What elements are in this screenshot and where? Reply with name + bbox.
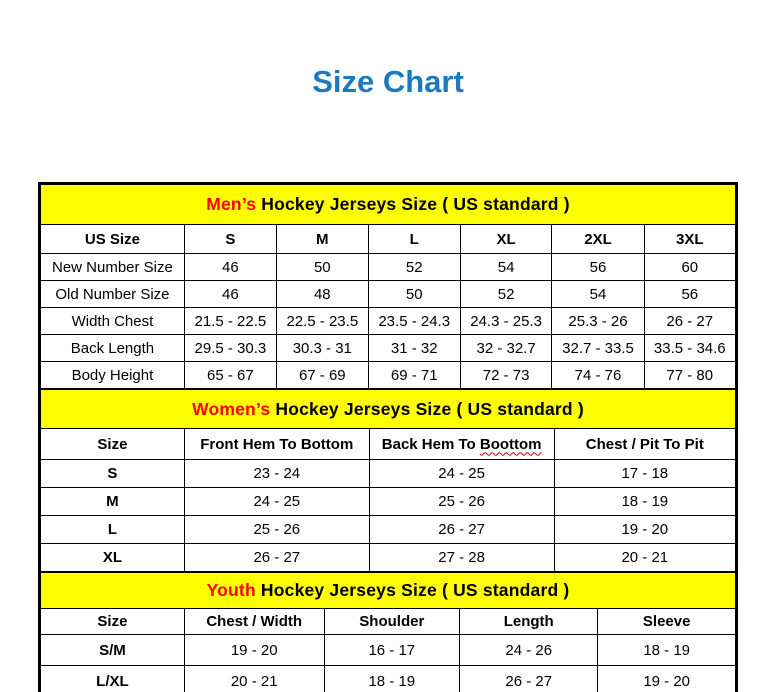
men-value-cell: 32.7 - 33.5 — [552, 335, 644, 362]
youth-banner-text: Hockey Jerseys Size ( US standard ) — [255, 580, 570, 600]
youth-header-row — [41, 609, 736, 635]
men-column-header-4: XL — [460, 225, 552, 254]
women-column-header-0: Size — [41, 429, 185, 460]
mens-size-table — [40, 184, 736, 389]
men-value-cell: 77 - 80 — [644, 362, 735, 389]
women-row-label: L — [41, 516, 185, 544]
women-value-cell: 20 - 21 — [554, 544, 735, 572]
women-value-cell: 26 - 27 — [184, 544, 369, 572]
women-banner-highlight: Women’s — [192, 398, 271, 419]
women-column-header-3: Chest / Pit To Pit — [554, 429, 735, 460]
men-value-cell: 54 — [460, 254, 552, 281]
men-table-row — [41, 362, 736, 389]
men-column-header-6: 3XL — [644, 225, 735, 254]
men-value-cell: 50 — [276, 254, 368, 281]
men-column-header-0: US Size — [41, 225, 185, 254]
page-title: Size Chart — [312, 64, 464, 99]
men-value-cell: 54 — [552, 281, 644, 308]
women-value-cell: 17 - 18 — [554, 460, 735, 488]
youth-column-header-4: Sleeve — [598, 609, 736, 635]
women-row-label: XL — [41, 544, 185, 572]
women-value-cell: 25 - 26 — [369, 488, 554, 516]
men-banner-text: Hockey Jerseys Size ( US standard ) — [256, 194, 570, 214]
women-table-row — [41, 544, 736, 572]
women-value-cell: 24 - 25 — [369, 460, 554, 488]
men-row-label: Back Length — [41, 335, 185, 362]
men-banner-highlight: Men’s — [206, 194, 257, 214]
men-value-cell: 22.5 - 23.5 — [276, 308, 368, 335]
men-value-cell: 60 — [644, 254, 735, 281]
men-value-cell: 31 - 32 — [368, 335, 460, 362]
youth-value-cell: 26 - 27 — [460, 666, 598, 692]
youth-value-cell: 24 - 26 — [460, 635, 598, 666]
youth-value-cell: 19 - 20 — [184, 635, 324, 666]
youth-size-table — [40, 572, 736, 692]
men-row-label: Old Number Size — [41, 281, 185, 308]
youth-value-cell: 18 - 19 — [598, 635, 736, 666]
women-value-cell: 19 - 20 — [554, 516, 735, 544]
youth-row-label: S/M — [41, 635, 185, 666]
men-value-cell: 46 — [184, 281, 276, 308]
men-value-cell: 48 — [276, 281, 368, 308]
women-value-cell: 26 - 27 — [369, 516, 554, 544]
women-value-cell: 18 - 19 — [554, 488, 735, 516]
men-value-cell: 23.5 - 24.3 — [368, 308, 460, 335]
men-section-banner — [41, 185, 736, 225]
men-value-cell: 26 - 27 — [644, 308, 735, 335]
youth-row-label: L/XL — [41, 666, 185, 692]
women-row-label: S — [41, 460, 185, 488]
men-column-header-1: S — [184, 225, 276, 254]
men-value-cell: 72 - 73 — [460, 362, 552, 389]
men-header-row — [41, 225, 736, 254]
men-table-row — [41, 281, 736, 308]
youth-table-row — [41, 635, 736, 666]
men-banner-row — [41, 185, 736, 225]
youth-column-header-2: Shoulder — [324, 609, 460, 635]
men-value-cell: 52 — [368, 254, 460, 281]
men-column-header-2: M — [276, 225, 368, 254]
women-value-cell: 27 - 28 — [369, 544, 554, 572]
youth-banner-row — [41, 573, 736, 609]
women-header-row — [41, 429, 736, 460]
men-value-cell: 30.3 - 31 — [276, 335, 368, 362]
women-banner-text: Hockey Jerseys Size ( US standard ) — [270, 398, 584, 419]
youth-value-cell: 16 - 17 — [324, 635, 460, 666]
men-row-label: Width Chest — [41, 308, 185, 335]
men-value-cell: 24.3 - 25.3 — [460, 308, 552, 335]
men-value-cell: 50 — [368, 281, 460, 308]
youth-banner-highlight: Youth — [206, 580, 256, 600]
women-value-cell: 23 - 24 — [184, 460, 369, 488]
men-value-cell: 21.5 - 22.5 — [184, 308, 276, 335]
men-table-row — [41, 308, 736, 335]
women-row-label: M — [41, 488, 185, 516]
youth-value-cell: 19 - 20 — [598, 666, 736, 692]
men-column-header-5: 2XL — [552, 225, 644, 254]
youth-column-header-3: Length — [460, 609, 598, 635]
men-value-cell: 29.5 - 30.3 — [184, 335, 276, 362]
women-column-header-2: Back Hem To Boottom — [369, 429, 554, 460]
men-value-cell: 32 - 32.7 — [460, 335, 552, 362]
men-table-row — [41, 254, 736, 281]
men-row-label: Body Height — [41, 362, 185, 389]
men-column-header-3: L — [368, 225, 460, 254]
women-table-row — [41, 488, 736, 516]
women-column-header-1: Front Hem To Bottom — [184, 429, 369, 460]
youth-column-header-0: Size — [41, 609, 185, 635]
womens-size-table — [40, 389, 736, 572]
men-table-row — [41, 335, 736, 362]
men-value-cell: 56 — [552, 254, 644, 281]
men-value-cell: 69 - 71 — [368, 362, 460, 389]
men-value-cell: 25.3 - 26 — [552, 308, 644, 335]
youth-column-header-1: Chest / Width — [184, 609, 324, 635]
men-value-cell: 56 — [644, 281, 735, 308]
men-value-cell: 74 - 76 — [552, 362, 644, 389]
women-value-cell: 24 - 25 — [184, 488, 369, 516]
misspelled-word: Boottom — [479, 435, 542, 453]
women-table-row — [41, 460, 736, 488]
youth-section-banner — [41, 573, 736, 609]
men-value-cell: 52 — [460, 281, 552, 308]
size-chart-block — [38, 182, 738, 692]
men-value-cell: 67 - 69 — [276, 362, 368, 389]
youth-value-cell: 20 - 21 — [184, 666, 324, 692]
men-value-cell: 33.5 - 34.6 — [644, 335, 735, 362]
women-section-banner — [41, 390, 736, 429]
men-row-label: New Number Size — [41, 254, 185, 281]
men-value-cell: 65 - 67 — [184, 362, 276, 389]
youth-value-cell: 18 - 19 — [324, 666, 460, 692]
men-value-cell: 46 — [184, 254, 276, 281]
youth-table-row — [41, 666, 736, 692]
women-banner-row — [41, 390, 736, 429]
women-value-cell: 25 - 26 — [184, 516, 369, 544]
women-table-row — [41, 516, 736, 544]
